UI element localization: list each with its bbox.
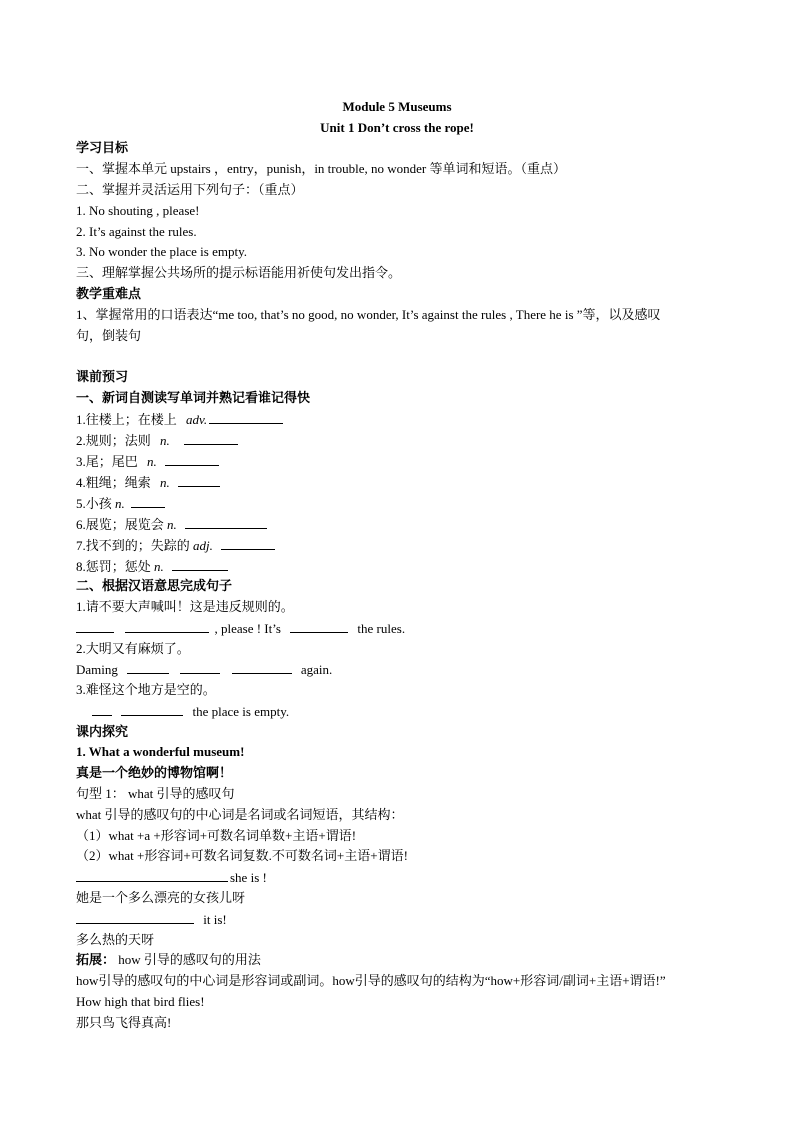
sentence-text: , please ! It’s: [214, 621, 281, 636]
how-example: How high that bird flies!: [76, 994, 205, 1009]
sentence-text: the rules.: [357, 621, 406, 636]
answer-blank[interactable]: [184, 432, 238, 445]
sentence-question-2: 2.大明又有麻烦了。: [76, 641, 190, 656]
how-example-translation: 那只鸟飞得真高!: [76, 1015, 172, 1030]
vocab-pos: n.: [167, 517, 177, 532]
vocab-meaning: 6.展览；展览会: [76, 517, 164, 532]
vocab-item-3: [76, 453, 221, 470]
preview-part1-heading: 一、新词自测读写单词并熟记看谁记得快: [76, 390, 311, 405]
answer-blank[interactable]: [131, 495, 165, 508]
target-sentence-2: 2. It’s against the rules.: [76, 224, 197, 239]
answer-blank[interactable]: [232, 661, 292, 674]
vocab-meaning: 2.规则；法则: [76, 433, 151, 448]
objective-item-2: 二、掌握并灵活运用下列句子：（重点）: [76, 182, 304, 197]
answer-blank[interactable]: [290, 620, 348, 633]
answer-blank[interactable]: [121, 703, 183, 716]
vocab-pos: n.: [115, 496, 125, 511]
explore-point-1: 1. What a wonderful museum!: [76, 744, 245, 759]
vocab-item-4: [76, 474, 222, 491]
sentence-text: the place is empty.: [192, 704, 290, 719]
vocab-pos: n.: [147, 454, 157, 469]
explore-heading: 课内探究: [76, 724, 129, 739]
pattern-1-title: 句型 1： what 引导的感叹句: [76, 786, 235, 801]
objective-item-3: 三、理解掌握公共场所的提示标语能用祈使句发出指令。: [76, 265, 402, 280]
explore-point-1-translation: 真是一个绝妙的博物馆啊！: [76, 765, 233, 780]
vocab-item-2: [76, 432, 240, 449]
extension-label: 拓展：: [76, 952, 116, 967]
exercise-text: it is!: [203, 912, 227, 927]
vocab-pos: n.: [154, 559, 164, 574]
preview-part2-heading: 二、根据汉语意思完成句子: [76, 578, 233, 593]
vocab-item-7: [76, 537, 277, 554]
sentence-answer-3: [76, 703, 289, 720]
sentence-answer-1: [76, 620, 405, 637]
vocab-meaning: 1.往楼上；在楼上: [76, 412, 177, 427]
answer-blank[interactable]: [172, 558, 228, 571]
exercise-2: [76, 911, 227, 928]
objective-item-1: 一、掌握本单元 upstairs ，entry，punish，in trouble, no wonder 等单词和短语。（重点）: [76, 161, 566, 176]
sentence-answer-2: [76, 661, 332, 678]
objectives-heading: 学习目标: [76, 140, 129, 155]
answer-blank[interactable]: [76, 869, 228, 882]
document-subtitle: Unit 1 Don’t cross the rope!: [320, 120, 474, 135]
extension-text: how 引导的感叹句的用法: [115, 952, 261, 967]
answer-blank[interactable]: [92, 703, 112, 716]
vocab-meaning: 8.惩罚；惩处: [76, 559, 151, 574]
vocab-pos: adv.: [186, 412, 208, 427]
sentence-text: again.: [300, 662, 333, 677]
vocab-item-5: [76, 495, 167, 512]
exercise-2-translation: 多么热的天呀: [76, 932, 155, 947]
key-points-line-1: 1、掌握常用的口语表达“me too, that’s no good, no wonder, It’s against the rules , There he is ”等，以及感叹: [76, 307, 661, 322]
vocab-meaning: 3.尾；尾巴: [76, 454, 138, 469]
vocab-meaning: 7.找不到的；失踪的: [76, 538, 190, 553]
pattern-1-description: what 引导的感叹句的中心词是名词或名词短语，其结构：: [76, 807, 404, 822]
vocab-item-1: [76, 411, 285, 428]
vocab-pos: n.: [160, 433, 170, 448]
document-title: Module 5 Museums: [342, 99, 452, 114]
answer-blank[interactable]: [165, 453, 219, 466]
answer-blank[interactable]: [125, 620, 209, 633]
sentence-question-3: 3.难怪这个地方是空的。: [76, 682, 216, 697]
answer-blank[interactable]: [127, 661, 169, 674]
answer-blank[interactable]: [221, 537, 275, 550]
exercise-text: she is !: [230, 870, 267, 885]
answer-blank[interactable]: [76, 620, 114, 633]
key-points-line-2: 句，倒装句: [76, 328, 142, 343]
vocab-item-6: [76, 516, 269, 533]
exercise-1: [76, 869, 267, 886]
sentence-question-1: 1.请不要大声喊叫！这是违反规则的。: [76, 599, 294, 614]
answer-blank[interactable]: [180, 661, 220, 674]
target-sentence-3: 3. No wonder the place is empty.: [76, 244, 247, 259]
answer-blank[interactable]: [185, 516, 267, 529]
preview-heading: 课前预习: [76, 369, 129, 384]
extension-line: [76, 952, 261, 968]
how-description: how引导的感叹句的中心词是形容词或副词。how引导的感叹句的结构为“how+形容词/副词+主语+谓语!”: [76, 973, 666, 988]
vocab-pos: n.: [160, 475, 170, 490]
vocab-item-8: [76, 558, 230, 575]
key-points-heading: 教学重难点: [76, 286, 142, 301]
target-sentence-1: 1. No shouting , please!: [76, 203, 200, 218]
answer-blank[interactable]: [178, 474, 220, 487]
answer-blank[interactable]: [76, 911, 194, 924]
vocab-pos: adj.: [193, 538, 213, 553]
vocab-meaning: 4.粗绳；绳索: [76, 475, 151, 490]
sentence-text: Daming: [76, 662, 118, 677]
pattern-rule-2: （2）what +形容词+可数名词复数.不可数名词+主语+谓语!: [76, 848, 408, 863]
pattern-rule-1: （1）what +a +形容词+可数名词单数+主语+谓语!: [76, 828, 357, 843]
exercise-1-translation: 她是一个多么漂亮的女孩儿呀: [76, 890, 246, 905]
answer-blank[interactable]: [209, 411, 283, 424]
vocab-meaning: 5.小孩: [76, 496, 112, 511]
